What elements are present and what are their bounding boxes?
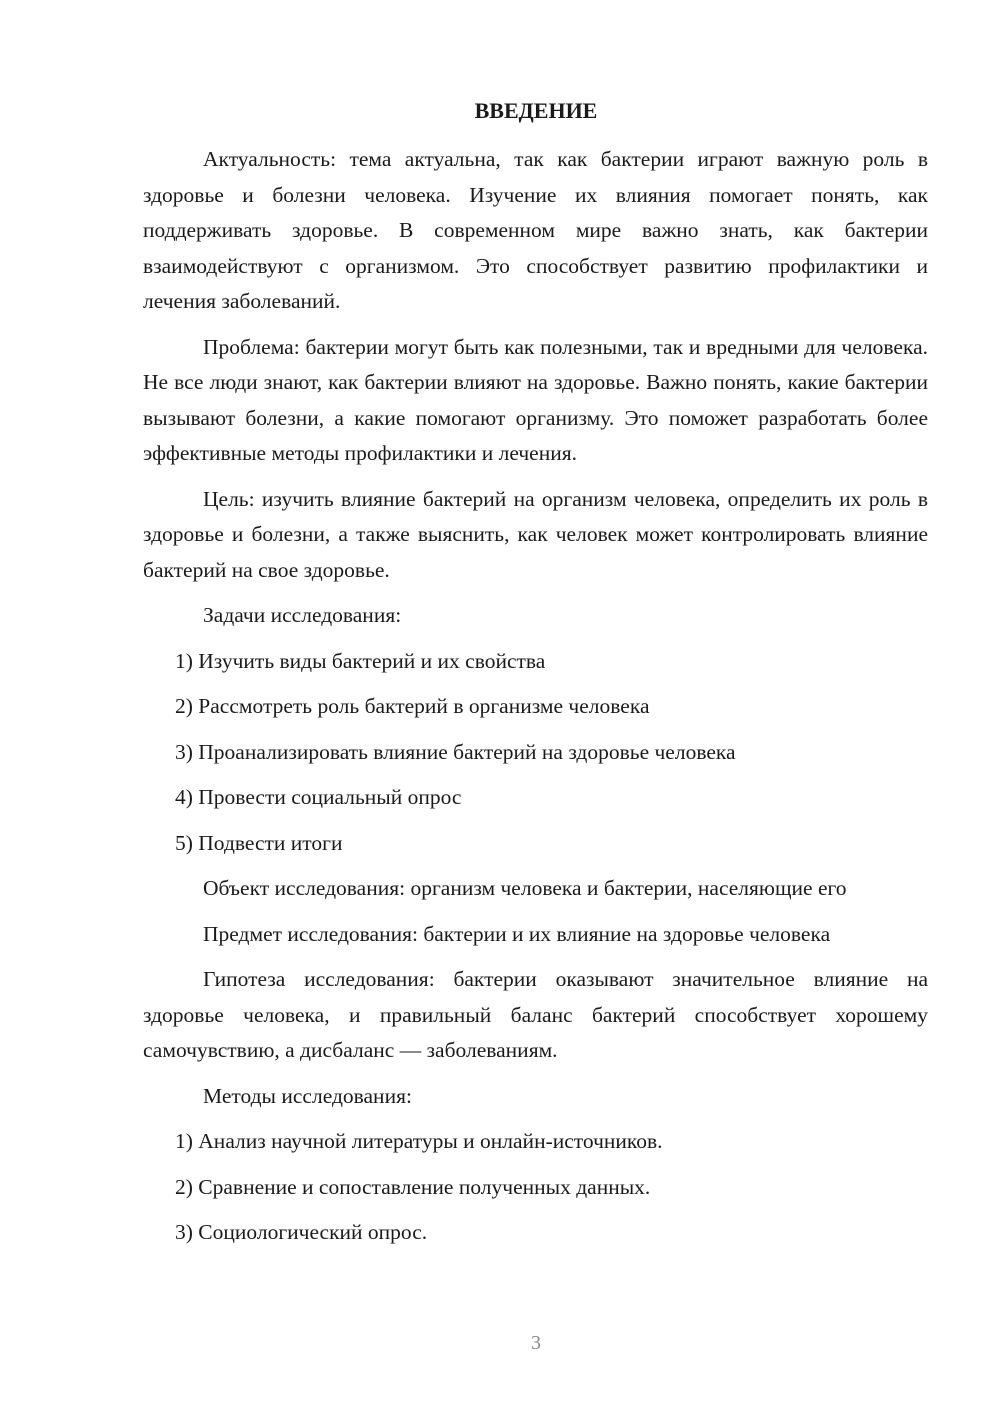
subject-paragraph: Предмет исследования: бактерии и их влияние на здоровье человека bbox=[203, 921, 831, 946]
task-item: 5) Подвести итоги bbox=[175, 830, 343, 855]
task-item: 3) Проанализировать влияние бактерий на здоровье человека bbox=[175, 739, 736, 764]
page-title: ВВЕДЕНИЕ bbox=[474, 98, 598, 123]
method-item: 1) Анализ научной литературы и онлайн-источников. bbox=[175, 1129, 663, 1153]
method-item: 2) Сравнение и сопоставление полученных данных. bbox=[175, 1174, 651, 1199]
page-number: 3 bbox=[531, 1332, 541, 1354]
tasks-heading: Задачи исследования: bbox=[203, 603, 402, 627]
task-item: 1) Изучить виды бактерий и их свойства bbox=[175, 648, 546, 673]
problem-paragraph: Проблема: бактерии могут быть как полезными, так и вредными для человека. Не все люди знают, как бактерии влияют на здоровье. Важно понять, какие бактерии вызывают болезни, а какие помогают организму. Это поможет разработать более эффективные методы профилактики и лечения. bbox=[143, 334, 928, 465]
object-paragraph: Объект исследования: организм человека и бактерии, населяющие его bbox=[203, 876, 847, 900]
methods-heading: Методы исследования: bbox=[203, 1083, 412, 1108]
page-content bbox=[143, 142, 928, 1261]
hypothesis-paragraph: Гипотеза исследования: бактерии оказывают значительное влияние на здоровье человека, и правильный баланс бактерий способствует хорошему самочувствию, а дисбаланс — заболеваниям. bbox=[143, 967, 928, 1062]
task-item: 4) Провести социальный опрос bbox=[175, 785, 462, 809]
relevance-paragraph: Актуальность: тема актуальна, так как бактерии играют важную роль в здоровье и болезни человека. Изучение их влияния помогает понять, как поддерживать здоровье. В современном мире важно знать, как бактерии взаимодействуют с организмом. Это способствует развитию профилактики и лечения заболеваний. bbox=[143, 147, 928, 313]
method-item: 3) Социологический опрос. bbox=[175, 1220, 428, 1244]
task-item: 2) Рассмотреть роль бактерий в организме человека bbox=[175, 694, 650, 718]
goal-paragraph: Цель: изучить влияние бактерий на организм человека, определить их роль в здоровье и болезни, а также выяснить, как человек может контролировать влияние бактерий на свое здоровье. bbox=[143, 486, 928, 582]
